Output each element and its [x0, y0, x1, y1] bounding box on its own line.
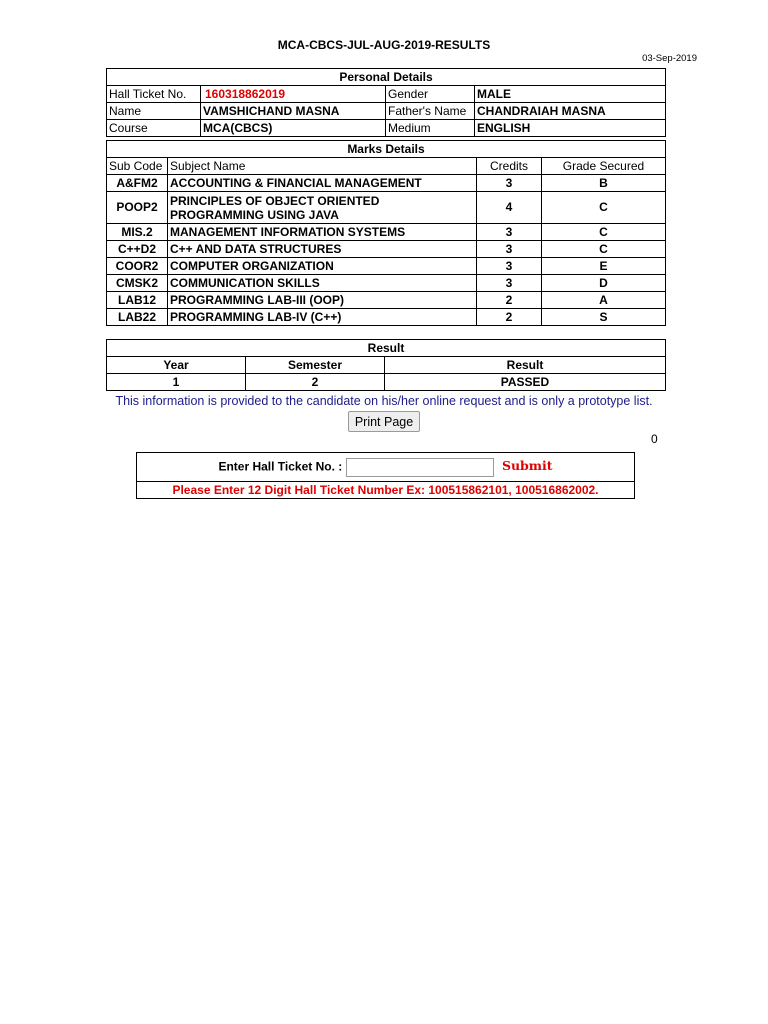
sub-code: POOP2: [107, 192, 168, 224]
subject-name: COMPUTER ORGANIZATION: [168, 258, 477, 275]
hall-ticket-label: Hall Ticket No.: [107, 86, 201, 103]
grade: C: [542, 192, 666, 224]
sub-code: COOR2: [107, 258, 168, 275]
table-row: [107, 258, 666, 275]
course-label: Course: [107, 120, 201, 137]
father-name-value: CHANDRAIAH MASNA: [475, 103, 666, 120]
credits: 3: [477, 275, 542, 292]
subject-name: MANAGEMENT INFORMATION SYSTEMS: [168, 224, 477, 241]
course-value: MCA(CBCS): [201, 120, 386, 137]
column-header-credits: Credits: [477, 158, 542, 175]
hall-ticket-input[interactable]: [346, 458, 494, 477]
gender-value: MALE: [475, 86, 666, 103]
name-value: VAMSHICHAND MASNA: [201, 103, 386, 120]
subject-name: PROGRAMMING LAB-III (OOP): [168, 292, 477, 309]
credits: 2: [477, 309, 542, 326]
medium-label: Medium: [386, 120, 475, 137]
grade: A: [542, 292, 666, 309]
search-row: [137, 453, 635, 482]
hall-ticket-hint: Please Enter 12 Digit Hall Ticket Number Ex: 100515862101, 100516862002.: [137, 482, 635, 499]
table-row: [107, 224, 666, 241]
result-heading: Result: [107, 340, 666, 357]
table-row: [107, 175, 666, 192]
result-table: [106, 339, 666, 391]
table-row: [107, 275, 666, 292]
grade: S: [542, 309, 666, 326]
grade: B: [542, 175, 666, 192]
hall-ticket-input-label: Enter Hall Ticket No. :: [218, 459, 343, 474]
submit-button[interactable]: Submit: [497, 458, 553, 473]
table-row: [107, 292, 666, 309]
subject-name: C++ AND DATA STRUCTURES: [168, 241, 477, 258]
result-date: 03-Sep-2019: [642, 53, 697, 64]
credits: 3: [477, 258, 542, 275]
grade: E: [542, 258, 666, 275]
year-value: 1: [107, 374, 246, 391]
hall-ticket-search-form: [136, 452, 635, 499]
result-status: PASSED: [385, 374, 666, 391]
column-header-result: Result: [385, 357, 666, 374]
column-header-year: Year: [107, 357, 246, 374]
subject-name: COMMUNICATION SKILLS: [168, 275, 477, 292]
column-header-grade: Grade Secured: [542, 158, 666, 175]
sub-code: C++D2: [107, 241, 168, 258]
sub-code: LAB12: [107, 292, 168, 309]
disclaimer-note: This information is provided to the candidate on his/her online request and is only a prototype list.: [115, 394, 653, 408]
table-row: [107, 241, 666, 258]
medium-value: ENGLISH: [475, 120, 666, 137]
gender-label: Gender: [386, 86, 475, 103]
column-header-subject-name: Subject Name: [168, 158, 477, 175]
father-name-label: Father's Name: [386, 103, 475, 120]
credits: 4: [477, 192, 542, 224]
credits: 3: [477, 224, 542, 241]
credits: 2: [477, 292, 542, 309]
grade: C: [542, 224, 666, 241]
hall-ticket-value: 160318862019: [201, 86, 386, 103]
credits: 3: [477, 241, 542, 258]
counter-value: 0: [651, 432, 658, 446]
credits: 3: [477, 175, 542, 192]
column-header-sub-code: Sub Code: [107, 158, 168, 175]
sub-code: A&FM2: [107, 175, 168, 192]
print-page-button[interactable]: Print Page: [348, 411, 420, 432]
grade: D: [542, 275, 666, 292]
table-row: [107, 374, 666, 391]
personal-details-heading: Personal Details: [107, 69, 666, 86]
marks-details-heading: Marks Details: [107, 141, 666, 158]
subject-name: PROGRAMMING LAB-IV (C++): [168, 309, 477, 326]
sub-code: MIS.2: [107, 224, 168, 241]
marks-details-table: [106, 140, 666, 326]
page-title: MCA-CBCS-JUL-AUG-2019-RESULTS: [277, 38, 491, 52]
table-row: [107, 309, 666, 326]
personal-details-table: [106, 68, 666, 137]
name-label: Name: [107, 103, 201, 120]
grade: C: [542, 241, 666, 258]
sub-code: LAB22: [107, 309, 168, 326]
column-header-semester: Semester: [246, 357, 385, 374]
subject-name: PRINCIPLES OF OBJECT ORIENTED PROGRAMMING USING JAVA: [168, 192, 477, 224]
sub-code: CMSK2: [107, 275, 168, 292]
table-row: [107, 192, 666, 224]
subject-name: ACCOUNTING & FINANCIAL MANAGEMENT: [168, 175, 477, 192]
semester-value: 2: [246, 374, 385, 391]
